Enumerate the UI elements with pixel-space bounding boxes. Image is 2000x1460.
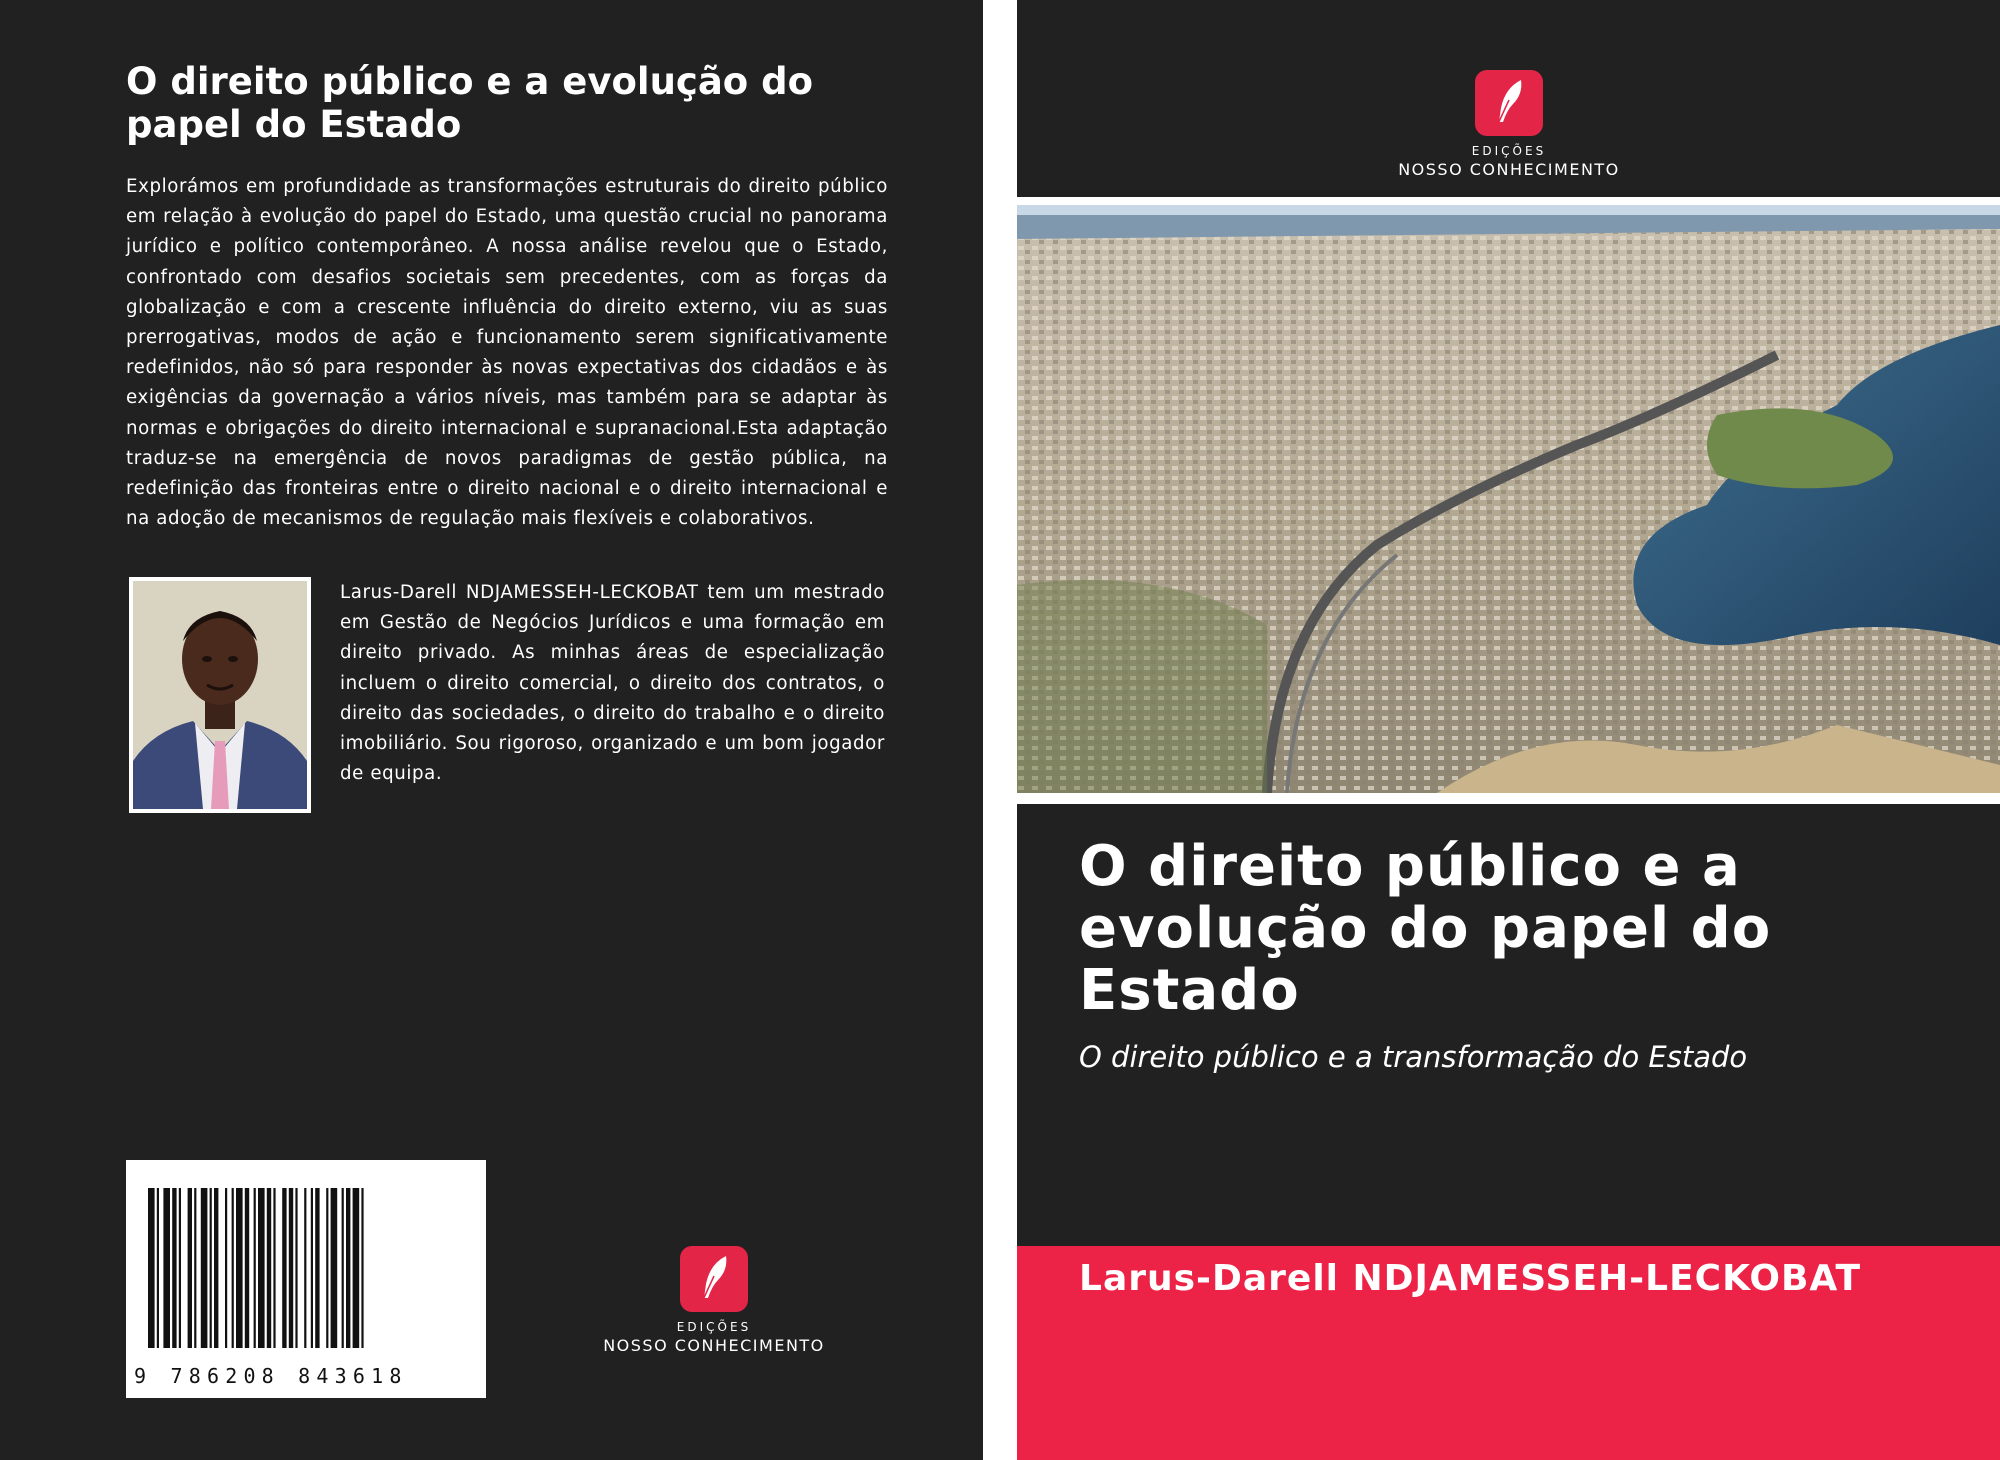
barcode-bar xyxy=(304,1188,306,1348)
back-cover-title: O direito público e a evolução do papel do Estado xyxy=(126,60,814,146)
barcode-bar xyxy=(295,1188,297,1348)
barcode-bar xyxy=(267,1188,271,1348)
barcode-bar xyxy=(148,1188,155,1348)
barcode-bar xyxy=(346,1188,350,1348)
barcode-bar xyxy=(311,1188,313,1348)
barcode-bar xyxy=(194,1188,196,1348)
barcode-bar xyxy=(282,1188,286,1348)
barcode-bar xyxy=(342,1188,344,1348)
front-cover xyxy=(1017,0,2000,1460)
feather-quill-icon xyxy=(680,1246,748,1312)
back-cover-blurb: Explorámos em profundidade as transformações estruturais do direito público em relação à evolução do papel do Estado, uma questão crucial no panorama jurídico e político contemporâneo. A nossa análise revelou que o Estado, confrontado com desafios societais sem precedentes, com as forças da globalização e com a crescente influência do direito externo, viu as suas prerrogativas, modos de ação e funcionamento serem significativamente redefinidos, não só para responder às novas expectativas dos cidadãos e às exigências da governação a vários níveis, mas também para se adaptar às normas e obrigações do direito internacional e supranacional.Esta adaptação traduz-se na emergência de novos paradigmas de gestão pública, na redefinição das fronteiras entre o direito nacional e o direito internacional e na adoção de mecanismos de regulação mais flexíveis e colaborativos. xyxy=(126,176,888,530)
barcode-bar xyxy=(258,1188,265,1348)
barcode-bar xyxy=(254,1188,256,1348)
barcode-bar xyxy=(232,1188,234,1348)
isbn-number: 9 786208 843618 xyxy=(134,1364,408,1388)
publisher-line1: EDIÇÕES xyxy=(1471,144,1547,158)
barcode-bar xyxy=(210,1188,212,1348)
barcode-bar xyxy=(326,1188,328,1348)
barcode-bar xyxy=(289,1188,293,1348)
publisher-line2: NOSSO CONHECIMENTO xyxy=(1398,160,1620,179)
front-publisher-logo xyxy=(1379,70,1639,180)
barcode-bar xyxy=(201,1188,208,1348)
cover-photo-frame xyxy=(1017,197,2000,804)
barcode-bar xyxy=(273,1188,275,1348)
publisher-line1: EDIÇÕES xyxy=(676,1320,752,1334)
barcode-bar xyxy=(179,1188,181,1348)
city-aerial-photo xyxy=(1017,205,2000,793)
publisher-line2: NOSSO CONHECIMENTO xyxy=(603,1336,825,1355)
front-cover-author: Larus-Darell NDJAMESSEH-LECKOBAT xyxy=(1079,1258,1862,1299)
barcode-bar xyxy=(361,1188,363,1348)
back-publisher-logo xyxy=(584,1246,844,1356)
back-cover xyxy=(0,0,983,1460)
barcode-bar xyxy=(331,1188,338,1348)
feather-quill-icon xyxy=(1475,70,1543,136)
barcode-bar xyxy=(214,1188,218,1348)
front-cover-title: O direito público e a evolução do papel do Estado xyxy=(1079,834,1772,1023)
author-bio: Larus-Darell NDJAMESSEH-LECKOBAT tem um mestrado em Gestão de Negócios Jurídicos e uma formação em direito privado. As minhas áreas de especialização incluem o direito comercial, o direito dos contratos, o direito das sociedades, o direito do trabalho e o direito imobiliário. Sou rigoroso, organizado e um bom jogador de equipa. xyxy=(340,582,885,785)
barcode xyxy=(126,1160,486,1398)
front-cover-subtitle: O direito público e a transformação do Estado xyxy=(1079,1040,1748,1074)
barcode-bar xyxy=(163,1188,170,1348)
barcode-bar xyxy=(315,1188,319,1348)
barcode-bar xyxy=(157,1188,159,1348)
barcode-bar xyxy=(188,1188,192,1348)
barcode-bar xyxy=(172,1188,176,1348)
spine xyxy=(983,0,1017,1460)
barcode-bar xyxy=(236,1188,243,1348)
barcode-bar xyxy=(353,1188,360,1348)
author-photo xyxy=(129,577,311,813)
barcode-bar xyxy=(225,1188,227,1348)
barcode-bar xyxy=(245,1188,249,1348)
